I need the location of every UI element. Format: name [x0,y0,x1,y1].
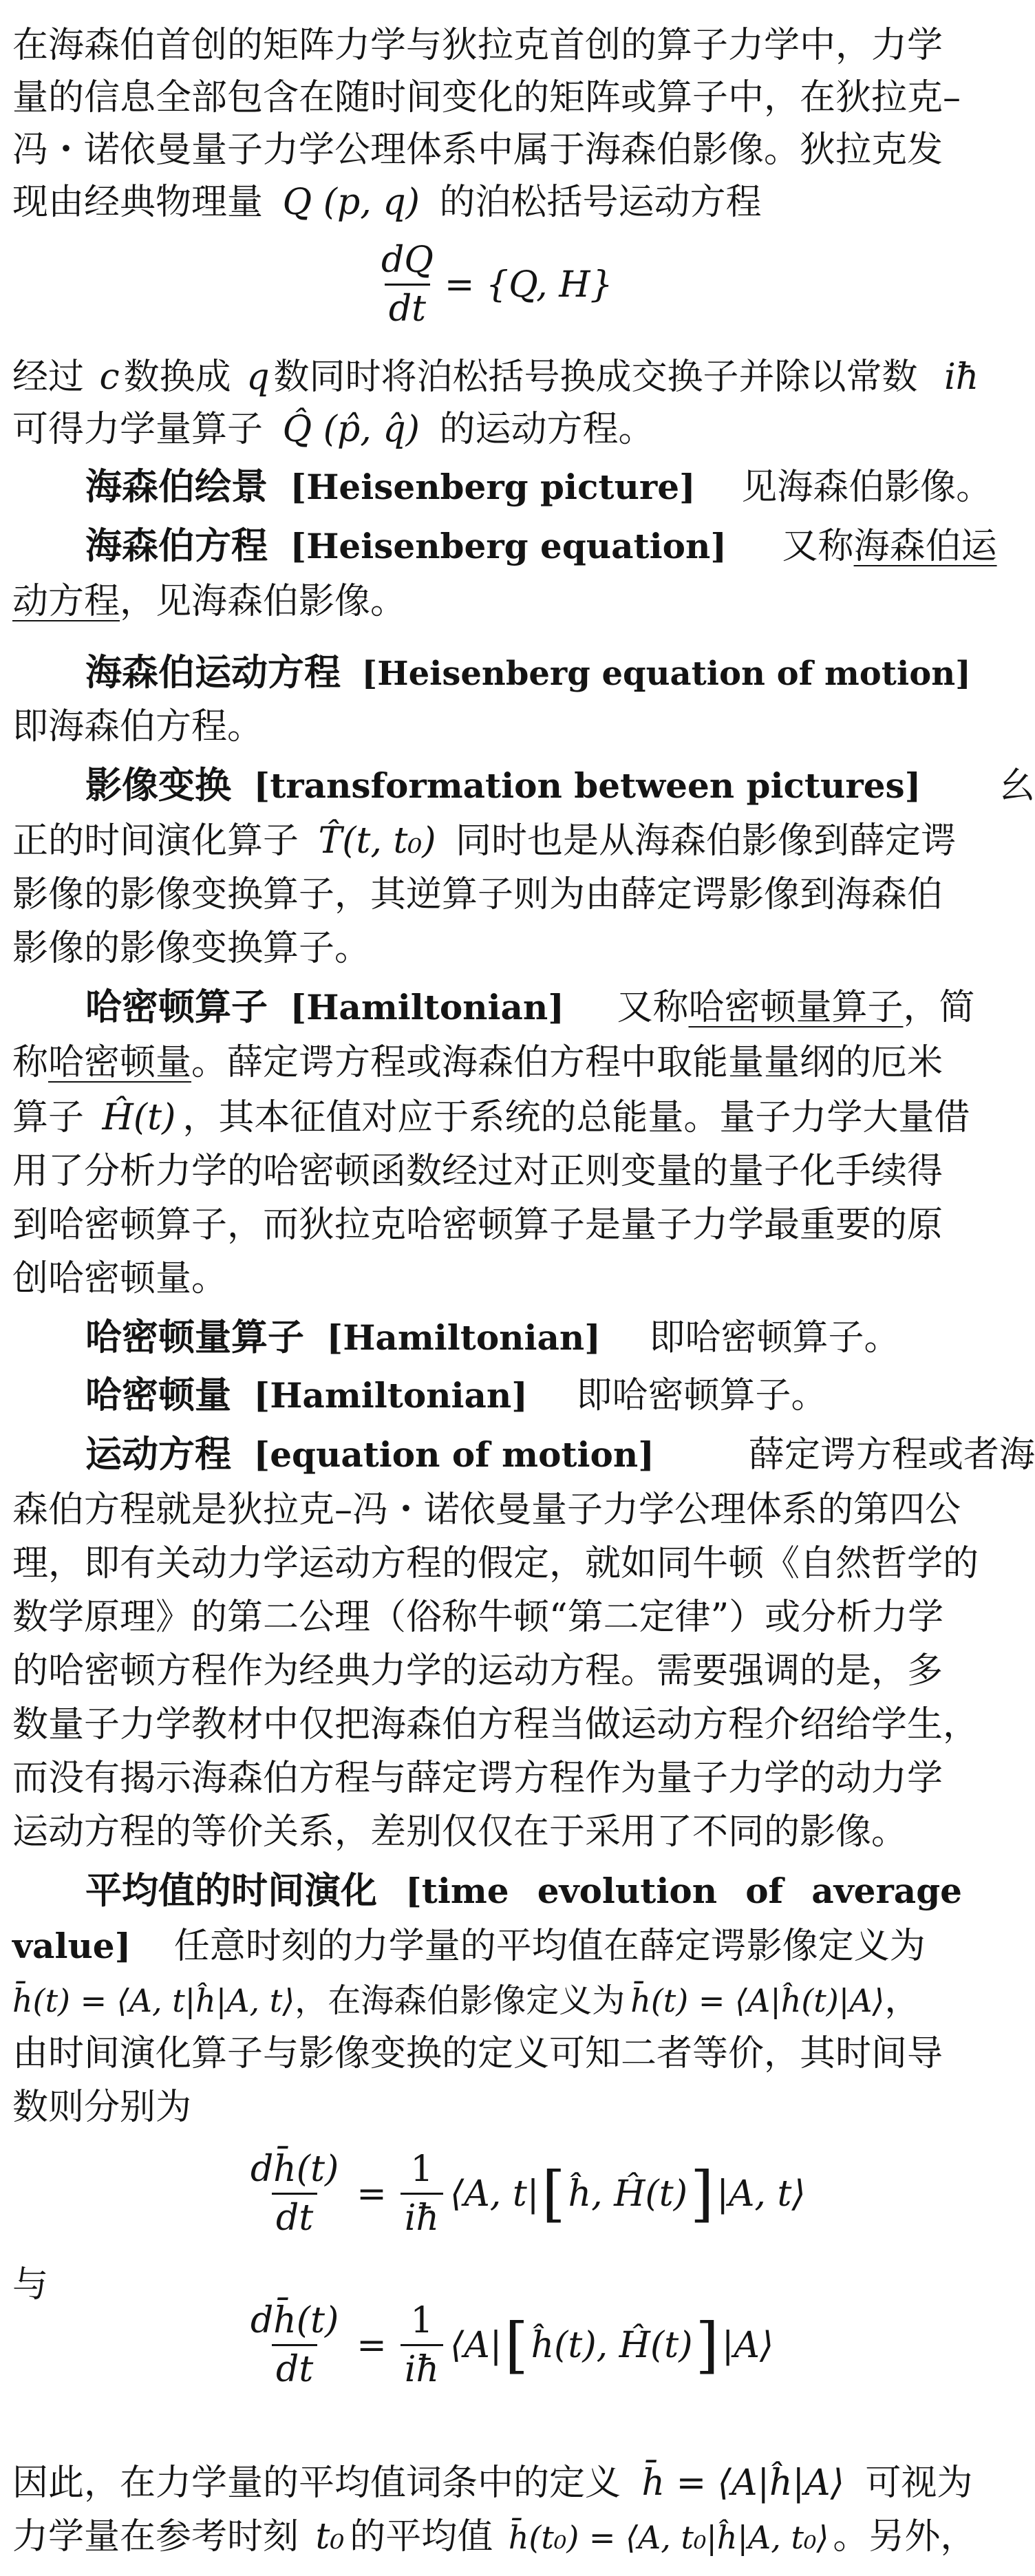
entry-english: [Hamiltonian] [326,1317,601,1358]
entry-eom-l2: 森伯方程就是狄拉克–冯・诺依曼量子力学公理体系的第四公 [12,1489,961,1531]
entry-eom-l3: 理，即有关动力学运动方程的假定，就如同牛顿《自然哲学的 [12,1543,979,1584]
entry-transformation-l3: 影像的影像变换算子，其逆算子则为由薛定谔影像到海森伯 [12,874,943,915]
intro-line-6: 可得力学量算子 Q̂ (p̂, q̂) 的运动方程。 [12,409,654,450]
entry-english: [time [405,1871,509,1911]
entry-heisenberg-equation: 海森伯方程 [Heisenberg equation] 又称海森伯运 [85,525,997,567]
entry-heisenberg-equation-cont: 动方程，见海森伯影像。 [12,581,407,622]
entry-eom-l5: 的哈密顿方程作为经典力学的运动方程。需要强调的是，多 [12,1650,943,1692]
entry-english: [transformation between pictures] [253,765,921,806]
entry-hamiltonian: 哈密顿算子 [Hamiltonian] 又称哈密顿量算子，简 [85,986,975,1028]
entry-headword: 海森伯绘景 [85,466,268,508]
entry-english: [Heisenberg equation of motion] [361,654,971,693]
entry-english: [equation of motion] [253,1434,654,1475]
entry-time-evolution-average: 平均值的时间演化 [time evolution of average [12,1864,962,1919]
entry-hamiltonian-l4: 用了分析力学的哈密顿函数经过对正则变量的量子化手续得 [12,1151,943,1192]
entry-avg-l3: h̄(t) = ⟨A, t|ĥ|A, t⟩，在海森伯影像定义为 h̄(t) = ⟨A|ĥ(t)|A⟩， [12,1979,921,2021]
intro-line-1: 在海森伯首创的矩阵力学与狄拉克首创的算子力学中，力学 [12,25,943,66]
entry-headword: 哈密顿量 [85,1374,231,1416]
entry-english: [Heisenberg equation] [290,526,727,566]
entry-heisenberg-motion [12,646,1035,701]
entry-headword: 哈密顿量算子 [85,1317,304,1359]
intro-line-4: 现由经典物理量 Q (p, q) 的泊松括号运动方程 [12,182,762,223]
entry-eom-l6: 数量子力学教材中仅把海森伯方程当做运动方程介绍给学生， [12,1704,979,1745]
entry-headword: 影像变换 [85,765,231,807]
entry-english: [Hamiltonian] [290,987,564,1028]
intro-line-2: 量的信息全部包含在随时间变化的矩阵或算子中，在狄拉克– [12,77,961,118]
entry-english: [Hamiltonian] [253,1375,528,1416]
entry-headword: 运动方程 [85,1434,231,1476]
intro-line-5: 经过 c 数换成 q 数同时将泊松括号换成交换子并除以常数 iħ [12,356,979,398]
cross-ref-link[interactable]: 动方程 [12,581,120,622]
entry-hamiltonian-l6: 创哈密顿量。 [12,1258,228,1299]
entry-avg-l6: 因此，在力学量的平均值词条中的定义 h̄ = ⟨A|ĥ|A⟩ 可视为 [12,2462,973,2504]
cross-ref-link[interactable]: 哈密顿量 [48,1042,192,1083]
intro-line-3: 冯・诺依曼量子力学公理体系中属于海森伯影像。狄拉克发 [12,129,943,171]
equation-heisenberg-average: $\frac{dh̄(t)}{dt}$ = $\frac{1}{iħ}$ ⟨A| [ ĥ(t), Ĥ(t) ] |A⟩ [250,2300,774,2390]
entry-transformation-l4: 影像的影像变换算子。 [12,928,371,969]
equation-schrodinger-average: $\frac{dh̄(t)}{dt}$ = $\frac{1}{iħ}$ ⟨A, t| [ ĥ, Ĥ(t) ] |A, t⟩ [250,2149,806,2239]
entry-eom-l8: 运动方程的等价关系，差别仅仅在于采用了不同的影像。 [12,1811,908,1853]
entry-avg-and: 与 [12,2264,49,2306]
entry-avg-l2: value] 任意时刻的力学量的平均值在薛定谔影像定义为 [12,1926,926,1967]
cross-ref-link[interactable]: 海森伯运 [853,526,997,567]
entry-hamiltonian-l3: 算子 Ĥ(t) ，其本征值对应于系统的总能量。量子力学大量借 [12,1097,970,1138]
entry-avg-l5: 数则分别为 [12,2087,192,2128]
entry-headword: 平均值的时间演化 [85,1870,377,1912]
entry-eom-l7: 而没有揭示海森伯方程与薛定谔方程作为量子力学的动力学 [12,1758,943,1799]
entry-avg-l7: 力学量在参考时刻 t₀ 的平均值 h̄(t₀) = ⟨A, t₀|ĥ|A, t₀⟩ 。另外， [12,2516,977,2557]
entry-headword: 哈密顿算子 [85,986,268,1028]
entry-transformation-l2: 正的时间演化算子 T̂(t, t₀) 同时也是从海森伯影像到薛定谔 [12,820,957,862]
entry-heisenberg-motion-cont: 即海森伯方程。 [12,706,264,747]
equation-poisson: $\frac{dQ}{dt}$ = {Q, H} [381,239,613,330]
entry-transformation: 影像变换 [transformation between pictures] 幺 [85,765,1035,807]
entry-hamiltonian-l5: 到哈密顿算子，而狄拉克哈密顿算子是量子力学最重要的原 [12,1204,943,1246]
entry-hamiltonian-operator: 哈密顿量算子 [Hamiltonian] 即哈密顿算子。 [85,1317,900,1359]
cross-ref-link[interactable]: 哈密顿量算子 [688,987,904,1028]
entry-equation-of-motion: 运动方程 [equation of motion] 薛定谔方程或者海 [85,1434,1035,1476]
entry-eom-l4: 数学原理》的第二公理（俗称牛顿“第二定律”）或分析力学 [12,1597,944,1638]
entry-hamiltonian-l2: 称哈密顿量。薛定谔方程或海森伯方程中取能量量纲的厄米 [12,1042,943,1083]
entry-heisenberg-picture: 海森伯绘景 [Heisenberg picture] 见海森伯影像。 [85,466,992,508]
entry-avg-l4: 由时间演化算子与影像变换的定义可知二者等价，其时间导 [12,2033,943,2074]
inline-math: Q (p, q) [282,182,420,223]
entry-hamiltonian-quantity: 哈密顿量 [Hamiltonian] 即哈密顿算子。 [85,1374,827,1416]
entry-headword: 海森伯运动方程 [85,652,341,694]
entry-english: [Heisenberg picture] [290,467,696,507]
entry-headword: 海森伯方程 [85,525,268,567]
